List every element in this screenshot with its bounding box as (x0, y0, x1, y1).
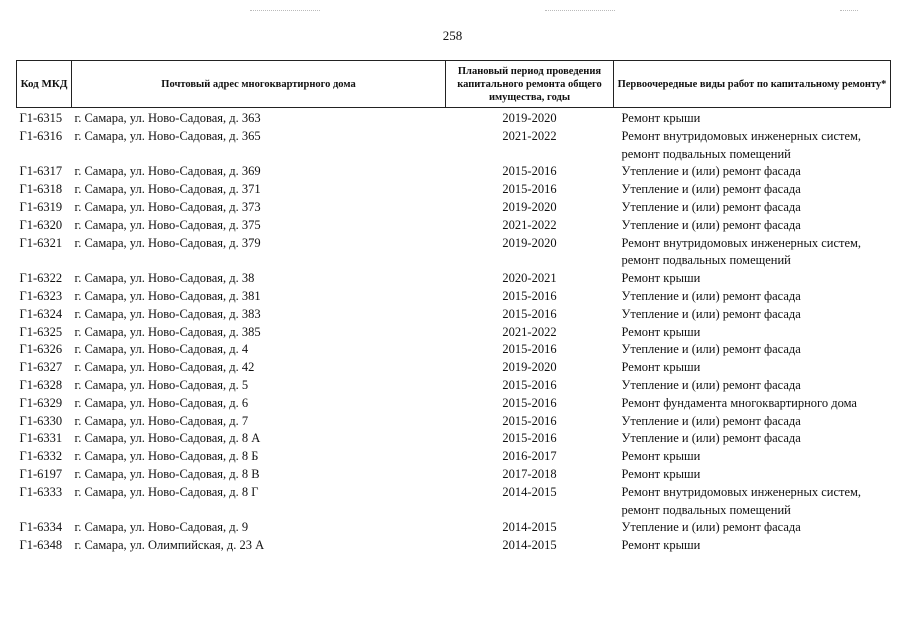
works-line: Утепление и (или) ремонт фасада (621, 342, 801, 357)
cell-works (614, 448, 891, 466)
cell-period: 2015-2016 (502, 377, 557, 392)
cell-period: 2015-2016 (502, 431, 557, 446)
cell-works (614, 430, 891, 448)
table-row (17, 128, 891, 164)
table-row (17, 430, 891, 448)
cell-works (614, 181, 891, 199)
cell-works (614, 163, 891, 181)
cell-address: г. Самара, ул. Ново-Садовая, д. 9 (74, 520, 249, 535)
works-line: ремонт подвальных помещений (621, 253, 791, 268)
works-line: Утепление и (или) ремонт фасада (621, 431, 801, 446)
table-row (17, 108, 891, 128)
scan-artifact-left (250, 10, 320, 12)
cell-address: г. Самара, ул. Ново-Садовая, д. 8 Б (74, 449, 259, 464)
table-row (17, 163, 891, 181)
cell-address: г. Самара, ул. Ново-Садовая, д. 369 (74, 164, 261, 179)
table-row (17, 377, 891, 395)
cell-works (614, 217, 891, 235)
works-line: Утепление и (или) ремонт фасада (621, 164, 801, 179)
cell-period: 2015-2016 (502, 288, 557, 303)
works-line: Утепление и (или) ремонт фасада (621, 520, 801, 535)
table-row (17, 181, 891, 199)
cell-works (614, 484, 891, 520)
works-line: Ремонт крыши (621, 360, 701, 375)
works-line: Ремонт крыши (621, 271, 701, 286)
table-row (17, 359, 891, 377)
cell-period: 2014-2015 (502, 538, 557, 553)
cell-address: г. Самара, ул. Ново-Садовая, д. 5 (74, 377, 249, 392)
table-row (17, 199, 891, 217)
cell-address: г. Самара, ул. Ново-Садовая, д. 365 (74, 128, 261, 143)
cell-period: 2019-2020 (502, 111, 557, 125)
cell-code: Г1-6331 (19, 431, 63, 446)
cell-code: Г1-6319 (19, 199, 63, 214)
header-address: Почтовый адрес многоквартирного дома (72, 61, 446, 108)
cell-works (614, 395, 891, 413)
page-number: 258 (442, 28, 463, 43)
cell-address: г. Самара, ул. Ново-Садовая, д. 385 (74, 324, 261, 339)
cell-code: Г1-6334 (19, 520, 63, 535)
cell-period: 2014-2015 (502, 484, 557, 499)
cell-address: г. Самара, ул. Ново-Садовая, д. 42 (74, 360, 255, 375)
cell-code: Г1-6328 (19, 377, 63, 392)
cell-works (614, 537, 891, 555)
works-line: Утепление и (или) ремонт фасада (621, 413, 801, 428)
cell-address: г. Самара, ул. Ново-Садовая, д. 379 (74, 235, 261, 250)
scan-artifact-middle (545, 10, 615, 12)
cell-address: г. Самара, ул. Ново-Садовая, д. 373 (74, 199, 261, 214)
cell-code: Г1-6316 (19, 128, 63, 143)
cell-code: Г1-6348 (19, 538, 63, 553)
cell-code: Г1-6321 (19, 235, 63, 250)
cell-period: 2015-2016 (502, 395, 557, 410)
cell-works (614, 413, 891, 431)
header-works: Первоочередные виды работ по капитальному ремонту* (614, 61, 891, 108)
header-period: Плановый период проведения капитального ремонта общего имущества, годы (446, 61, 614, 108)
works-line: Утепление и (или) ремонт фасада (621, 199, 801, 214)
works-line: Ремонт крыши (621, 538, 701, 553)
cell-works (614, 466, 891, 484)
cell-works (614, 341, 891, 359)
works-line: Ремонт крыши (621, 111, 701, 125)
works-line: ремонт подвальных помещений (621, 502, 791, 517)
table-header-row (17, 61, 891, 108)
cell-code: Г1-6325 (19, 324, 63, 339)
cell-period: 2019-2020 (502, 199, 557, 214)
works-line: Утепление и (или) ремонт фасада (621, 217, 801, 232)
works-line: Утепление и (или) ремонт фасада (621, 306, 801, 321)
cell-works (614, 199, 891, 217)
cell-code: Г1-6322 (19, 271, 63, 286)
cell-period: 2015-2016 (502, 413, 557, 428)
works-line: Ремонт внутридомовых инженерных систем, (621, 128, 862, 143)
cell-address: г. Самара, ул. Ново-Садовая, д. 383 (74, 306, 261, 321)
cell-works (614, 306, 891, 324)
table-row (17, 217, 891, 235)
cell-address: г. Самара, ул. Ново-Садовая, д. 381 (74, 288, 261, 303)
cell-works (614, 324, 891, 342)
cell-works (614, 270, 891, 288)
works-line: Ремонт внутридомовых инженерных систем, (621, 484, 862, 499)
cell-code: Г1-6332 (19, 449, 63, 464)
table-row (17, 413, 891, 431)
cell-code: Г1-6315 (19, 111, 63, 125)
cell-address: г. Самара, ул. Ново-Садовая, д. 6 (74, 395, 249, 410)
table-row (17, 306, 891, 324)
cell-works (614, 519, 891, 537)
cell-code: Г1-6333 (19, 484, 63, 499)
cell-works (614, 128, 891, 164)
table-row (17, 324, 891, 342)
table-row (17, 341, 891, 359)
cell-code: Г1-6329 (19, 395, 63, 410)
cell-code: Г1-6324 (19, 306, 63, 321)
table-row (17, 270, 891, 288)
table-row (17, 537, 891, 555)
cell-code: Г1-6327 (19, 360, 63, 375)
scan-artifact-right (840, 10, 858, 12)
works-line: Ремонт внутридомовых инженерных систем, (621, 235, 862, 250)
cell-works (614, 288, 891, 306)
cell-code: Г1-6330 (19, 413, 63, 428)
cell-period: 2021-2022 (502, 324, 557, 339)
works-line: ремонт подвальных помещений (621, 146, 791, 161)
cell-period: 2017-2018 (502, 466, 557, 481)
cell-code: Г1-6317 (19, 164, 63, 179)
works-line: Утепление и (или) ремонт фасада (621, 288, 801, 303)
cell-code: Г1-6326 (19, 342, 63, 357)
cell-address: г. Самара, ул. Ново-Садовая, д. 8 В (74, 466, 260, 481)
works-line: Утепление и (или) ремонт фасада (621, 182, 801, 197)
table-body (17, 108, 891, 555)
cell-works (614, 359, 891, 377)
cell-period: 2020-2021 (502, 271, 557, 286)
cell-address: г. Самара, ул. Ново-Садовая, д. 7 (74, 413, 249, 428)
cell-code: Г1-6323 (19, 288, 63, 303)
cell-code: Г1-6320 (19, 217, 63, 232)
table-row (17, 519, 891, 537)
cell-period: 2019-2020 (502, 235, 557, 250)
table-row (17, 484, 891, 520)
header-code: Код МКД (17, 61, 72, 108)
cell-period: 2015-2016 (502, 164, 557, 179)
cell-address: г. Самара, ул. Ново-Садовая, д. 4 (74, 342, 249, 357)
works-line: Ремонт крыши (621, 449, 701, 464)
table-row (17, 466, 891, 484)
cell-period: 2015-2016 (502, 182, 557, 197)
table-row (17, 448, 891, 466)
cell-address: г. Самара, ул. Ново-Садовая, д. 371 (74, 182, 261, 197)
cell-period: 2014-2015 (502, 520, 557, 535)
cell-address: г. Самара, ул. Олимпийская, д. 23 А (74, 538, 265, 553)
works-line: Ремонт фундамента многоквартирного дома (621, 395, 857, 410)
cell-address: г. Самара, ул. Ново-Садовая, д. 8 А (74, 431, 261, 446)
cell-works (614, 235, 891, 271)
table-row (17, 395, 891, 413)
works-line: Ремонт крыши (621, 324, 701, 339)
cell-period: 2021-2022 (502, 128, 557, 143)
table-row (17, 288, 891, 306)
cell-address: г. Самара, ул. Ново-Садовая, д. 38 (74, 271, 255, 286)
cell-period: 2016-2017 (502, 449, 557, 464)
repair-schedule-table (16, 60, 891, 555)
cell-code: Г1-6197 (19, 466, 63, 481)
cell-period: 2015-2016 (502, 342, 557, 357)
cell-period: 2019-2020 (502, 360, 557, 375)
cell-works (614, 108, 891, 128)
cell-period: 2015-2016 (502, 306, 557, 321)
cell-address: г. Самара, ул. Ново-Садовая, д. 363 (74, 111, 261, 125)
cell-address: г. Самара, ул. Ново-Садовая, д. 375 (74, 217, 261, 232)
table-row (17, 235, 891, 271)
works-line: Утепление и (или) ремонт фасада (621, 377, 801, 392)
cell-period: 2021-2022 (502, 217, 557, 232)
cell-address: г. Самара, ул. Ново-Садовая, д. 8 Г (74, 484, 259, 499)
cell-works (614, 377, 891, 395)
cell-code: Г1-6318 (19, 182, 63, 197)
works-line: Ремонт крыши (621, 466, 701, 481)
